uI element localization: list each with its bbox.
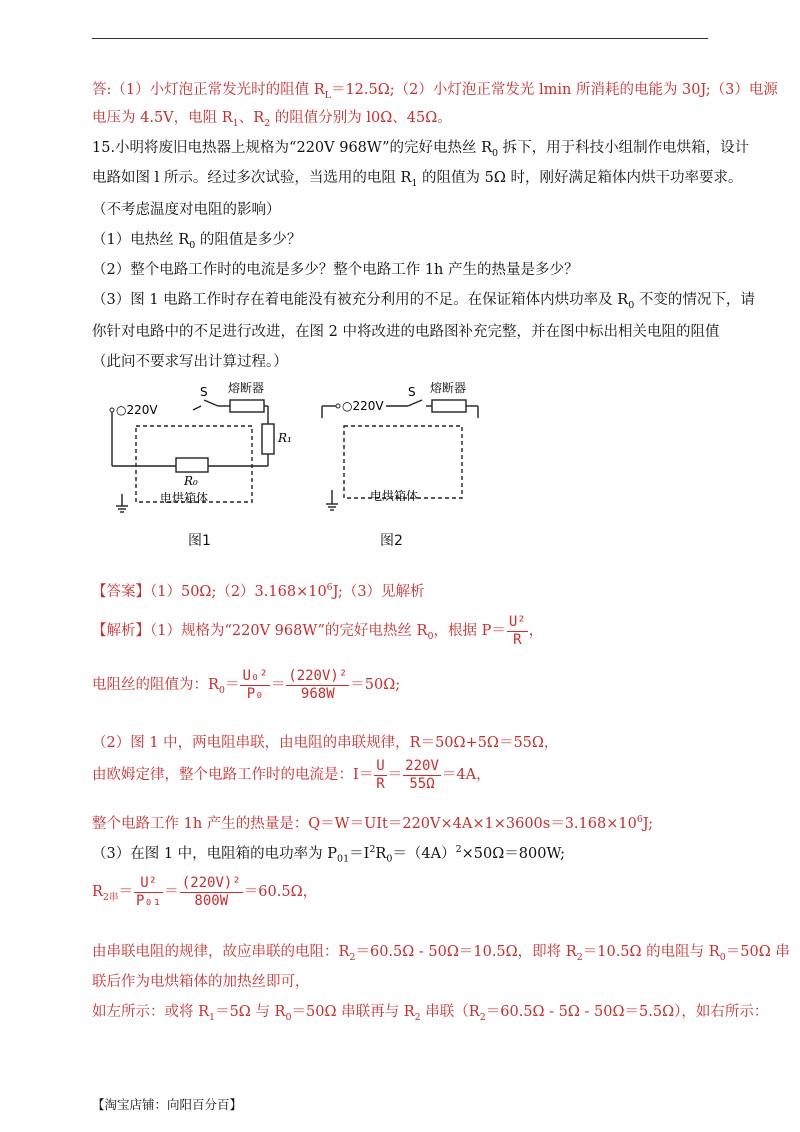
answer-line-1: 答:（1）小灯泡正常发光时的阻值 $R_L=12.5\Omega;(2)$小灯泡正常发光 lmin 所消耗的电能为 30J;（3）电源 <box>92 82 778 101</box>
question-line-2: 电路如图 l 所示。经过多次试验，当选用的电阻 $R_1$ 的阻值为 5Ω 时，刚好满足箱体内烘干功率要求。 <box>92 170 743 189</box>
question-line-1: 15.小明将废旧电热器上规格为“220V 968W”的完好电热丝 $R_0$ 拆下，用于科技小组制作电烘箱，设计 <box>92 140 750 159</box>
figure-2-caption: 图2 <box>380 533 403 549</box>
fig1-fuse <box>230 400 264 412</box>
fig1-box-label: 电烘箱体 <box>160 491 209 505</box>
circuit-figure-1 <box>108 378 298 523</box>
explanation-line-10: 如左所示：或将 $R_1=5\Omega$ 与 $R_0=50\Omega$ 串联再与 $R_2$ 串联$(R_2=60.5\Omega - 5\Omega - 50\Omega=5.5\Omega)$，如右所示： <box>92 1004 769 1023</box>
fig2-fuse <box>432 400 466 412</box>
fig1-switch <box>204 400 218 406</box>
question-part-3: （3）图 1 电路工作时存在着电能没有被充分利用的不足。在保证箱体内烘功率及 $R_0$ 不变的情况下，请 <box>92 292 755 311</box>
fig1-r1-resistor <box>262 424 274 454</box>
question-part-2: （2）整个电路工作时的电流是多少？整个电路工作 1h 产生的热量是多少？ <box>92 262 579 278</box>
question-line-3: （不考虑温度对电阻的影响） <box>92 202 281 218</box>
explanation-line-4: 由欧姆定律，整个电路工作时的电流是：I＝ $\frac{U}{R}$ ＝ $\frac{220V}{55\Omega}$ ＝4A， <box>92 757 491 792</box>
answer-summary: 【答案】$(1)50\Omega;(2)3.168\times 10^6J;(3)$见解析 <box>92 582 425 600</box>
fig2-switch-label: S <box>408 385 416 399</box>
circuit-figure-2 <box>318 378 488 523</box>
explanation-line-8: 由串联电阻的规律，故应串联的电阻：$R_2=60.5\Omega - 50\Omega=10.5\Omega$，即将 $R_2=10.5\Omega$ 的电阻与 $R_0=50\Omega$ 串 <box>92 944 790 963</box>
question-part-1: （1）电热丝 $R_0$ 的阻值是多少？ <box>92 232 302 251</box>
explanation-line-2: 电阻丝的阻值为：$R_0=$ $\frac{\text{U₀²}}{\text{P₀}}$ ＝ $\frac{\text{(220V)²}}{968W}$ ＝50Ω; <box>92 667 401 702</box>
explanation-line-5: 整个电路工作 1h 产生的热量是：$Q=W=UIt=220V\times 4A\times 1\times 3600s=3.168\times 10^6J$; <box>92 814 653 832</box>
figure-1-caption: 图1 <box>188 533 211 549</box>
explanation-line-7: $R_{2串}=$ $\frac{\text{U²}}{\text{P₀₁}}$ ＝ $\frac{\text{(220V)²}}{800W}$ ＝60.5Ω， <box>92 874 318 909</box>
explanation-line-1: 【解析】（1）规格为“220V 968W”的完好电热丝 $R_0$，根据 P＝ $\frac{\text{U²}}{R}$ ， <box>92 613 544 648</box>
fig1-r1-label: R₁ <box>278 431 292 445</box>
fig2-box-label: 电烘箱体 <box>370 489 419 503</box>
explanation-line-9: 联后作为电烘箱体的加热丝即可， <box>92 974 310 990</box>
footer-shop-label: 【淘宝店铺：向阳百分百】 <box>92 1097 243 1112</box>
fig1-fuse-label: 熔断器 <box>228 381 265 395</box>
fig2-oven-box <box>344 426 462 498</box>
explanation-line-3: （2）图 1 中，两电阻串联，由电阻的串联规律，R＝50Ω+5Ω＝55Ω， <box>92 735 559 751</box>
fig1-switch-label: S <box>200 385 208 399</box>
fig2-switch <box>408 400 422 406</box>
header-rule <box>92 38 708 39</box>
fig1-r0-label: R₀ <box>184 474 198 488</box>
fig1-r0-resistor <box>176 458 208 472</box>
explanation-line-6: （3）在图 1 中，电阻箱的电功率为 $P_{01}=I^2R_0=(4A)^2\times 50\Omega=800W$; <box>92 844 565 865</box>
fig2-fuse-label: 熔断器 <box>430 381 467 395</box>
fig1-source-label: ○220V <box>116 403 158 417</box>
question-line-7: 你针对电路中的不足进行改进，在图 2 中将改进的电路图补充完整，并在图中标出相关电阻的阻值 <box>92 324 720 340</box>
fig2-source-label: ○220V <box>342 399 384 413</box>
answer-line-2: 电压为 4.5V，电阻 $R_1$、$R_2$ 的阻值分别为 l0Ω、45Ω。 <box>92 110 452 129</box>
question-line-8: （此问不要求写出计算过程。） <box>92 354 288 370</box>
